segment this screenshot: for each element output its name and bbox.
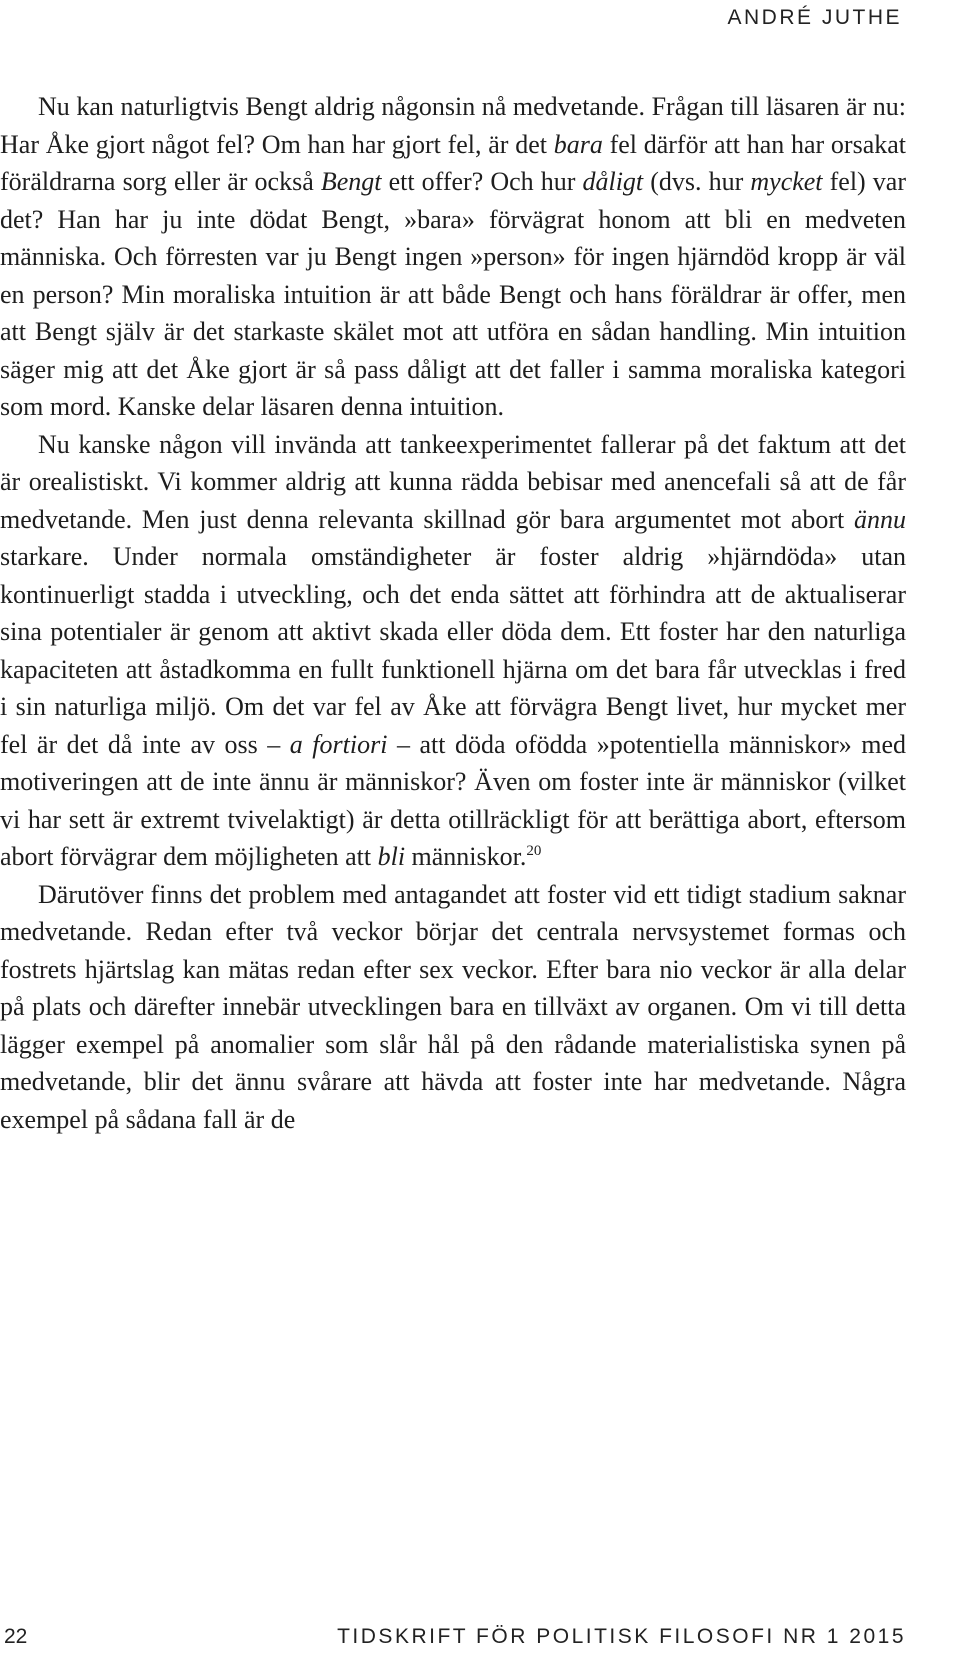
journal-title: TIDSKRIFT FÖR POLITISK FILOSOFI NR 1 2015 (337, 1625, 906, 1648)
page-number: 22 (4, 1625, 28, 1648)
italic-text: Bengt (320, 167, 382, 196)
paragraph (0, 88, 906, 426)
footnote-ref: 20 (526, 843, 542, 859)
text-run: Därutöver finns det problem med antagandet att foster vid ett tidigt stadium saknar medvetande. Redan efter två veckor börjar det centrala nervsystemet formas och fostrets hjärtslag kan mätas redan efter sex veckor. Efter bara nio veckor är alla delar på plats och därefter innebär utvecklingen bara en tillväxt av organen. Om vi till detta lägger exempel på anomalier som slår hål på den rådande materialistiska synen på medvetande, blir det ännu svårare att hävda att foster inte har medvetande. Några exempel på sådana fall är de (0, 879, 906, 1134)
paragraph (0, 876, 906, 1139)
text-run: (dvs. hur (643, 167, 751, 196)
italic-text: bli (377, 842, 406, 871)
paragraph (0, 426, 906, 876)
text-run: fel) var det? Han har ju inte dödat Bengt, »bara» förvägrat honom att bli en medveten människa. Och förresten var ju Bengt ingen »person» för ingen hjärndöd kropp är väl en person? Min moraliska intuition är att både Bengt och hans föräldrar är offer, men att Bengt själv är det starkaste skälet mot att utföra en sådan handling. Min intuition säger mig att det Åke gjort är så pass dåligt att det faller i samma moraliska kategori som mord. Kanske delar läsaren denna intuition. (0, 167, 907, 421)
text-run: fel därför att han har orsakat föräldrarna sorg eller är också (0, 129, 906, 196)
body-text (0, 88, 906, 1138)
italic-text: mycket (750, 167, 823, 196)
text-run: Nu kan naturligtvis Bengt aldrig någonsin nå medvetande. Frågan till läsaren är nu: Har Åke gjort något fel? Om han har gjort fel, är det (0, 92, 906, 159)
text-run: ett offer? Och hur (381, 167, 583, 196)
page-footer (0, 1625, 960, 1655)
text-run: – att döda ofödda »potentiella människor» med motiveringen att de inte ännu är människor? Även om foster inte är människor (vilket vi har sett är extremt tvivelaktigt) är detta otillräckligt för att berättiga abort, eftersom abort förvägrar dem möjligheten att (0, 729, 907, 871)
italic-text: bara (553, 129, 603, 159)
italic-text: a fortiori (289, 729, 388, 759)
text-run: människor. (405, 842, 527, 871)
italic-text: ännu (854, 504, 906, 534)
text-run: Nu kanske någon vill invända att tankeexperimentet fallerar på det faktum att det är orealistiskt. Vi kommer aldrig att kunna rädda bebisar med anencefali så att de får medvetande. Men just denna relevanta skillnad gör bara argumentet mot abort (0, 429, 906, 534)
text-run: starkare. Under normala omständigheter är foster aldrig »hjärndöda» utan kontinuerligt stadda i utveckling, och det enda sättet att förhindra att de aktualiserar sina potentialer är genom att aktivt skada eller döda dem. Ett foster har den naturliga kapaciteten att åstadkomma en fullt funktionell hjärna om det bara får utvecklas i fred i sin naturliga miljö. Om det var fel av Åke att förvägra Bengt livet, hur mycket mer fel är det då inte av oss – (0, 542, 906, 759)
running-head-author: ANDRÉ JUTHE (727, 6, 902, 29)
italic-text: dåligt (582, 167, 644, 196)
